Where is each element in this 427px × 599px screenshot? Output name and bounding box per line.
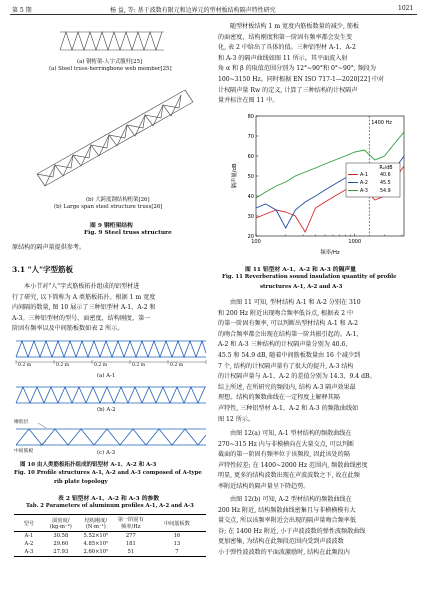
x-axis-label: 频率/Hz xyxy=(320,250,340,256)
profile-a3 xyxy=(16,429,206,445)
table-cell: 2.60×10⁵ xyxy=(78,548,114,557)
table-cell: 4.85×10⁵ xyxy=(83,541,109,547)
paragraph-line: 率附近结构的隔声量呈下降趋势。 xyxy=(218,482,310,490)
paragraph-line: 由图 12(a) 可知, A-1 型材结构的频散曲线在 xyxy=(230,430,352,437)
paragraph-line: 由图 11 可知, 型材结构 A-1 和 A-2 分别在 310 xyxy=(230,299,361,306)
table-cell: A-3 xyxy=(14,548,44,557)
right-paragraph-3 xyxy=(218,429,368,493)
table-cell: 16 xyxy=(148,532,206,541)
fig9b-truss-image xyxy=(35,82,195,192)
paragraph-line: 量交点, 所以该频率附近会出现的隔声量吻合频率低 xyxy=(218,517,356,525)
fig10-caption-cn: 图 10 由人类筋板拓扑组成的铝型材 A-1、A-2 和 A-3 xyxy=(20,462,157,468)
right-paragraph-4 xyxy=(218,495,365,559)
table-row xyxy=(14,532,206,541)
fig11-caption-cn: 图 11 铝型材 A-1、A-2 和 A-3 的隔声量 xyxy=(245,267,356,273)
paragraph-line: 和 200 Hz 附近出现吻合频率低谷点, 根据表 2 中 xyxy=(218,309,354,317)
fig9b-caption-cn: (b) 大跨度钢结构桁架[26] xyxy=(86,197,150,203)
rubber-layer-label: 橡胶层 xyxy=(14,420,29,425)
paragraph-line: 270~315 Hz 内与非模横向在大量交点, 可以判断 xyxy=(218,440,355,448)
dim-label: 0.2 m xyxy=(132,363,146,368)
y-tick-label: 50 xyxy=(247,173,254,180)
middle-rib-label: 中间筋板 xyxy=(14,449,34,454)
dim-label: 0.2 m xyxy=(170,363,184,368)
legend-label: A-1 xyxy=(360,173,368,178)
fig9-caption-en: Fig. 9 Steel truss structure xyxy=(84,230,172,236)
y-tick-label: 30 xyxy=(247,213,254,220)
table2-title-cn: 表 2 铝型材 A-1、A-2 和 A-3 的参数 xyxy=(58,496,160,502)
table-cell: 27.93 xyxy=(44,548,78,557)
left-paragraph-line: A-3。三种铝型材的型号、面密度、结构刚度、第一 xyxy=(12,314,151,322)
header-page-number: 1021 xyxy=(398,5,414,12)
paragraph-line: A-2 和 A-3 三种结构的计权隔声量分别为 40.6、 xyxy=(218,341,352,349)
x-tick-label: 1000 xyxy=(348,239,362,245)
fig10-caption-en-2: rib plate topology xyxy=(54,479,108,485)
fig10c-label: (c) A-3 xyxy=(97,450,116,456)
fig9a-caption-en: (a) Steel truss-herringbone web member[25] xyxy=(49,66,172,72)
fig9b-caption-en: (b) Large span steel structure truss[26] xyxy=(54,204,163,210)
table-cell: A-2 xyxy=(24,541,34,547)
paragraph-line: 图 12 所示。 xyxy=(218,415,255,423)
annotation-label-1400hz: 1400 Hz xyxy=(371,120,392,126)
table-row xyxy=(14,548,206,557)
header-issue: 第 5 期 xyxy=(12,7,32,14)
x-tick-label: 100 xyxy=(251,239,261,245)
paragraph-line: 的面密度、结构刚度和第一阶固有频率都会发生变 xyxy=(218,33,353,41)
section-title: 3.1 "人"字型筋板 xyxy=(12,265,73,274)
y-tick-label: 70 xyxy=(247,133,254,140)
y-tick-label: 60 xyxy=(247,153,254,160)
left-paragraph-line: 阶固有频率以及中间筋板数如表 2 所示。 xyxy=(12,325,124,333)
fig10-profiles-diagram xyxy=(12,337,210,447)
dim-label: 0.2 m xyxy=(18,363,32,368)
paragraph-line: 的计权隔声量与 A-1、A-2 的差值分别为 14.3、9.4 dB。 xyxy=(218,373,376,381)
paragraph-line: 7 个, 结构的计权隔声量有了很大的提升, A-3 结构 xyxy=(218,362,354,370)
table-header-cell: 型号 xyxy=(14,515,44,532)
paragraph-line: 100~3150 Hz。同时根据 EN ISO 717-1—2020[22] 中对 xyxy=(218,75,385,83)
table-cell: 13 xyxy=(173,541,181,547)
paragraph-line: 角 α 和 β 的取值范围分别为 12°~90°和 0°~90°, 频段为 xyxy=(218,65,376,73)
header-rule xyxy=(10,14,417,15)
paragraph-line: 随型材板结构 1 m 宽度内筋板数量的减少, 筋板 xyxy=(230,23,360,30)
table-cell: 30.58 xyxy=(44,532,78,541)
paragraph-line: 量并标注在图 11 中。 xyxy=(218,97,279,105)
left-paragraph-line: 本小节对"人"字式筋板拓扑组成的铝型材进 xyxy=(24,283,140,290)
left-text-line: 原结构的隔声量提供参考。 xyxy=(12,244,86,251)
paragraph-line: 的吻合频率都会出现在结构第一阶共振引起的。A-1、 xyxy=(218,330,363,338)
paragraph-line: 和 A-3 的隔声曲线如图 11 所示。其平面波入射 xyxy=(218,54,348,62)
paragraph-line: 综上所述, 在所研究的频段内, 结构 A-3 隔声效果最 xyxy=(218,383,356,391)
legend-rw-value: 40.6 xyxy=(380,173,391,178)
paragraph-line: 更加密集, 为结构在此频段范围内受到声波波数 xyxy=(218,538,344,546)
fig10b-label: (b) A-2 xyxy=(97,407,116,413)
table-cell: 181 xyxy=(125,541,136,547)
y-tick-label: 40 xyxy=(247,193,254,200)
y-axis-label: 隔声量/dB xyxy=(232,163,238,189)
fig10-caption-en: Fig. 10 Profile structures A-1, A-2 and A-3 composed of A-type xyxy=(14,470,202,476)
table2-title-en: Tab. 2 Parameters of aluminum profiles A-1, A-2 and A-3 xyxy=(26,503,194,509)
header-title: 杨 益, 等: 基于波数有限元和边界元的型材板结构隔声特性研究 xyxy=(110,7,276,14)
profile-a1 xyxy=(16,341,206,357)
table-header-cell: 结构刚度/ (N·m⁻¹) xyxy=(78,515,114,532)
fig11-caption-en: Fig. 11 Reverberation sound insulation quantity of profile xyxy=(222,274,397,280)
legend-rw-value: 54.9 xyxy=(380,189,391,194)
legend-header: R₂/dB xyxy=(379,166,393,171)
left-paragraph-line: 内间隔的数量, 图 10 展示了三种铝型材 A-1、A-2 和 xyxy=(12,304,156,312)
right-paragraph-1 xyxy=(218,22,384,107)
table-cell: A-1 xyxy=(14,532,44,541)
paragraph-line: 谷; 在 1400 Hz 附近, 小于声波波数的弹性波频散曲线 xyxy=(218,527,366,535)
paragraph-line: 截面的第一阶固有频率位于该频段, 因此该处的隔 xyxy=(218,451,350,459)
table-header-cell: 面密度/ (kg·m⁻²) xyxy=(44,515,78,532)
paragraph-line: 理想。结构的频数曲线在一定程度上解释其隔 xyxy=(218,394,340,402)
legend-label: A-3 xyxy=(360,189,368,194)
y-tick-label: 80 xyxy=(247,113,254,120)
fig11-caption-en-2: structures A-1, A-2 and A-3 xyxy=(260,284,343,290)
left-paragraph-line: 行了研究, 以下简称为 A 类筋板拓扑。根据 1 m 宽度 xyxy=(12,293,156,301)
paragraph-line: 由图 12(b) 可知, A-2 型材结构的频散曲线在 xyxy=(230,496,352,503)
fig11-chart xyxy=(226,110,414,258)
paragraph-line: 化, 表 2 中给出了具体的值。三种铝型材 A-1、A-2 xyxy=(218,44,356,52)
paragraph-line: 声特性, 三种铝型材 A-1、A-2 和 A-3 的频散曲线如 xyxy=(218,404,359,412)
table-header-cell: 中间筋板数 xyxy=(148,515,206,532)
paragraph-line: 声特性较差; 在 1400~2000 Hz 范围内, 频散曲线密度 xyxy=(218,461,368,469)
fig9a-caption-cn: (a) 钢桁架-人字式腹杆[25] xyxy=(77,59,143,65)
table-cell: 7 xyxy=(148,548,206,557)
dim-label: 0.2 m xyxy=(94,363,108,368)
paragraph-line: 计权隔声量 Rw 的定义, 计算了三种结构的计权隔声 xyxy=(218,86,358,94)
paragraph-line: 小于弹性波波数的平面波激励时, 结构在此频段内 xyxy=(218,548,350,556)
paragraph-line: 200 Hz 附近, 结构频散曲线密集且与非横横模有大 xyxy=(218,506,356,514)
fig9-caption-cn: 图 9 钢桁架结构 xyxy=(90,223,133,229)
table-cell: 29.60 xyxy=(53,541,69,547)
fig9a-truss-image xyxy=(58,28,166,56)
fig10a-label: (a) A-1 xyxy=(97,373,116,379)
table-header-cell: 第一阶固有 频率/Hz xyxy=(114,515,148,532)
profile-a2 xyxy=(16,387,206,403)
paragraph-line: 的第一阶固有频率, 可以判断出型材结构 A-1 和 A-2 xyxy=(218,320,359,328)
right-paragraph-2 xyxy=(218,298,376,425)
left-paragraph xyxy=(12,282,156,335)
table-cell: 277 xyxy=(114,532,148,541)
legend-label: A-2 xyxy=(360,181,368,186)
table-row xyxy=(14,540,206,548)
dim-label: 0.2 m xyxy=(56,363,70,368)
table-cell: 5.52×10⁵ xyxy=(78,532,114,541)
table2 xyxy=(14,514,206,557)
paragraph-line: 明显, 更多的结构波数出现在声波波数之下, 故在此频 xyxy=(218,472,360,480)
legend-rw-value: 45.5 xyxy=(380,181,391,186)
table-header-row xyxy=(14,515,206,532)
y-tick-label: 20 xyxy=(247,233,254,240)
paragraph-line: 45.5 和 54.9 dB, 随着中间筋板数量由 16 个减少到 xyxy=(218,351,361,359)
table-cell: 51 xyxy=(114,548,148,557)
